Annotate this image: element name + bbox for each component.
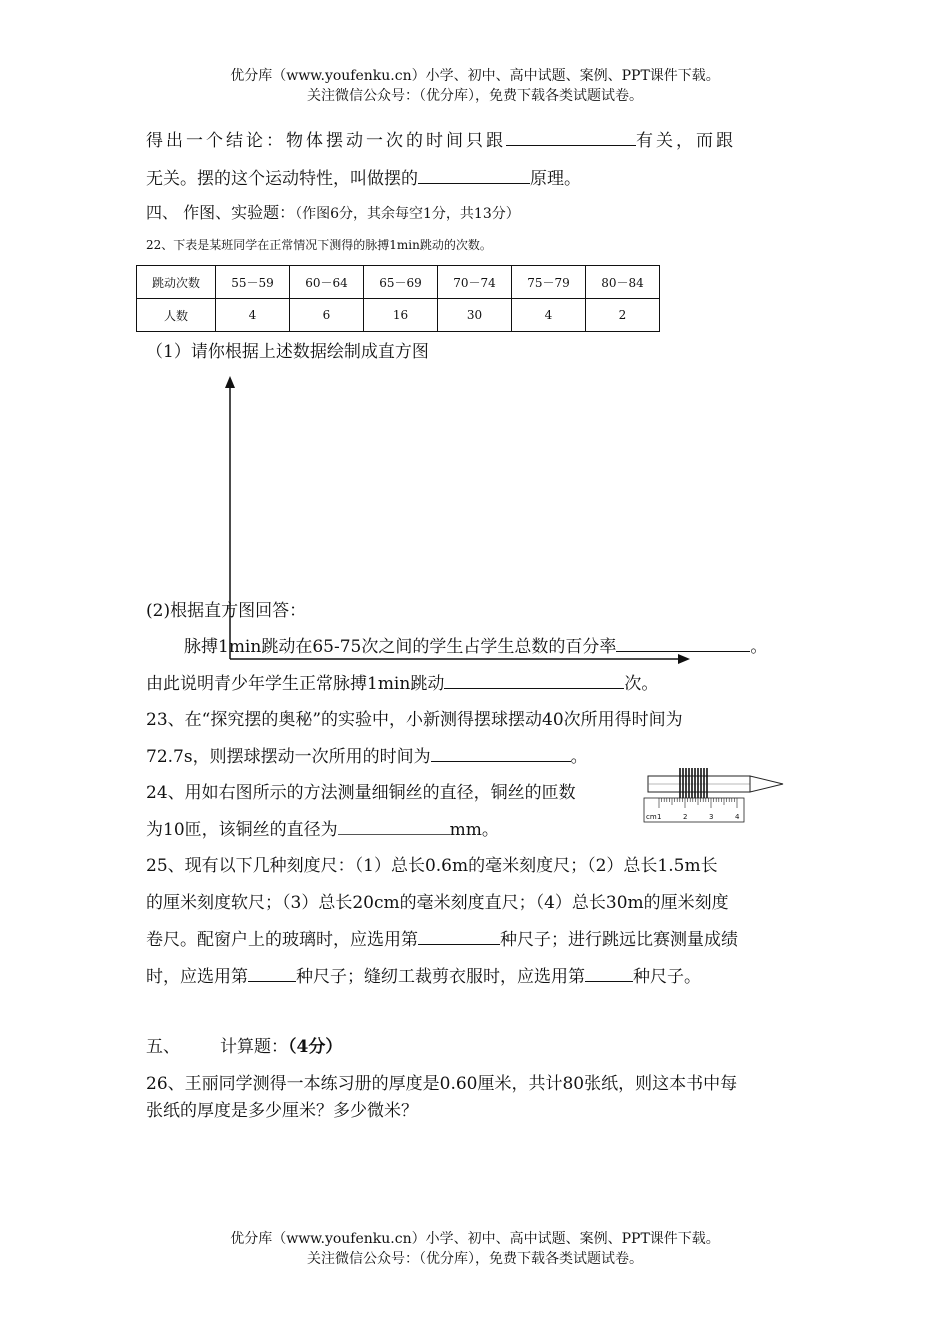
- tailor-ruler-blank[interactable]: [585, 965, 633, 982]
- table-cell: 75－79: [512, 266, 586, 299]
- svg-text:cm: cm: [646, 813, 657, 821]
- wire-ruler-figure: [640, 762, 790, 828]
- table-cell: 2: [586, 299, 660, 332]
- footer-line-1: 优分库（www.youfenku.cn）小学、初中、高中试题、案例、PPT课件下载。: [230, 1231, 720, 1247]
- q24-line-1: 24、用如右图所示的方法测量细铜丝的直径，铜丝的匝数: [146, 783, 576, 803]
- q23-line-1: 23、在“探究摆的奥秘”的实验中，小新测得摆球摆动40次所用得时间为: [146, 710, 683, 730]
- q26-line-1: 26、王丽同学测得一本练习册的厚度是0.60厘米，共计80张纸，则这本书中每: [146, 1074, 738, 1094]
- q26-line-2: 张纸的厚度是多少厘米？多少微米？: [146, 1101, 418, 1121]
- footer-line-2: 关注微信公众号：（优分库），免费下载各类试题试卷。: [307, 1251, 643, 1267]
- q21-line-1: 得出一个结论：物体摆动一次的时间只跟 有关，而跟: [146, 131, 736, 151]
- table-cell: 跳动次数: [137, 266, 216, 299]
- table-cell: 4: [512, 299, 586, 332]
- table-cell: 80－84: [586, 266, 660, 299]
- table-cell: 65－69: [364, 266, 438, 299]
- q25-line-2: 的厘米刻度软尺；（3）总长20cm的毫米刻度直尺；（4）总长30m的厘米刻度: [146, 893, 729, 913]
- section-4-heading: 四、 作图、实验题：（作图6分，其余每空1分，共13分）: [146, 203, 520, 222]
- table-cell: 6: [290, 299, 364, 332]
- q22-intro: 22、下表是某班同学在正常情况下测得的脉搏1min跳动的次数。: [146, 238, 492, 252]
- q21-blank-2[interactable]: [418, 167, 530, 184]
- q22-part-2: (2)根据直方图回答：: [146, 601, 307, 621]
- q23-line-2: 72.7s，则摆球摆动一次所用的时间为 。: [146, 747, 588, 767]
- pulse-count-blank[interactable]: [444, 672, 624, 689]
- table-cell: 70－74: [438, 266, 512, 299]
- table-cell: 55－59: [216, 266, 290, 299]
- table-cell: 60－64: [290, 266, 364, 299]
- header-line-1: 优分库（www.youfenku.cn）小学、初中、高中试题、案例、PPT课件下载。: [230, 68, 720, 84]
- y-axis-arrow-icon: [225, 376, 235, 388]
- pencil-tip: [750, 776, 783, 792]
- header-line-2: 关注微信公众号：（优分库），免费下载各类试题试卷。: [307, 88, 643, 104]
- svg-text:1: 1: [657, 813, 662, 821]
- svg-text:4: 4: [735, 813, 740, 821]
- q22-part-2-q1: 脉搏1min跳动在65-75次之间的学生占学生总数的百分率 。: [184, 637, 768, 657]
- q25-line-1: 25、现有以下几种刻度尺：（1）总长0.6m的毫米刻度尺；（2）总长1.5m长: [146, 856, 718, 876]
- q25-line-3: 卷尺。配窗户上的玻璃时，应选用第 种尺子；进行跳远比赛测量成绩: [146, 930, 738, 950]
- table-cell: 30: [438, 299, 512, 332]
- diameter-blank[interactable]: [338, 818, 450, 835]
- swing-time-blank[interactable]: [431, 745, 571, 762]
- table-row: [137, 266, 660, 299]
- q24-line-2: 为10匝，该铜丝的直径为 mm。: [146, 820, 499, 840]
- table-row: [137, 299, 660, 332]
- svg-text:2: 2: [683, 813, 688, 821]
- q22-part-1: （1）请你根据上述数据绘制成直方图: [146, 342, 429, 362]
- table-cell: 人数: [137, 299, 216, 332]
- long-jump-ruler-blank[interactable]: [248, 965, 296, 982]
- q22-part-2-q2: 由此说明青少年学生正常脉搏1min跳动 次。: [146, 674, 659, 694]
- svg-text:3: 3: [709, 813, 714, 821]
- section-5-heading: 五、 计算题：（4分）: [146, 1037, 343, 1057]
- q21-line-2: 无关。摆的这个运动特性，叫做摆的 原理。: [146, 169, 581, 189]
- pulse-table: [136, 265, 660, 332]
- table-cell: 16: [364, 299, 438, 332]
- histogram-axes[interactable]: [220, 372, 700, 672]
- table-cell: 4: [216, 299, 290, 332]
- percentage-blank[interactable]: [616, 635, 750, 652]
- glass-ruler-blank[interactable]: [418, 928, 500, 945]
- q21-blank-1[interactable]: [506, 129, 636, 146]
- q25-line-4: 时，应选用第 种尺子；缝纫工裁剪衣服时，应选用第 种尺子。: [146, 967, 701, 987]
